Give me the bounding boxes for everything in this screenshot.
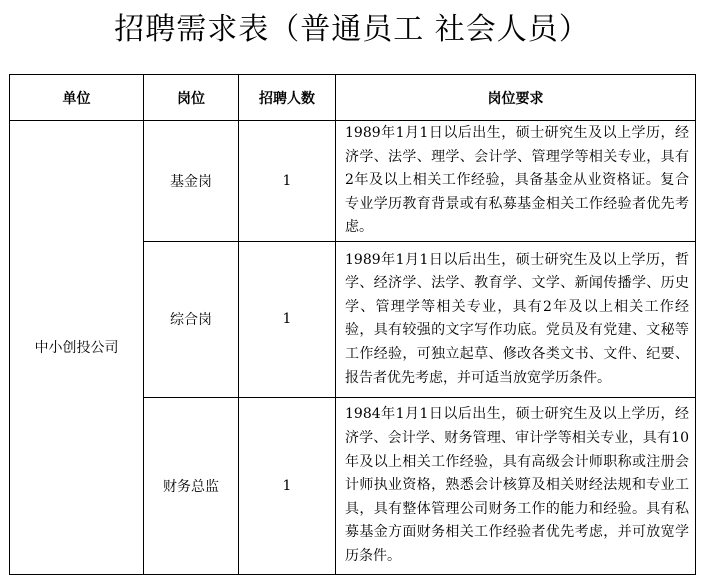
count-cell: 1 xyxy=(239,121,336,242)
table-header-row xyxy=(10,75,696,121)
requirements-cell: 1989年1月1日以后出生，硕士研究生及以上学历，哲学、经济学、法学、教育学、文学、新闻传播学、历史学、管理学等相关专业，具有2年及以上相关工作经验，具有较强的文字写作功底。党员及有党建、文秘等工作经验，可独立起草、修改各类文书、文件、纪要、报告者优先考虑，并可适当放宽学历条件。 xyxy=(336,241,696,397)
position-cell: 财务总监 xyxy=(144,397,239,574)
unit-cell: 中小创投公司 xyxy=(10,121,144,575)
count-cell: 1 xyxy=(239,241,336,397)
page-title: 招聘需求表（普通员工 社会人员） xyxy=(114,12,590,47)
header-requirements: 岗位要求 xyxy=(336,75,696,121)
position-cell: 综合岗 xyxy=(144,241,239,397)
header-count: 招聘人数 xyxy=(239,75,336,121)
table-row xyxy=(10,121,696,242)
position-cell: 基金岗 xyxy=(144,121,239,242)
header-unit: 单位 xyxy=(10,75,144,121)
requirements-cell: 1989年1月1日以后出生，硕士研究生及以上学历，经济学、法学、理学、会计学、管理学等相关专业，具有2年及以上相关工作经验，具备基金从业资格证。复合专业学历教育背景或有私募基金相关工作经验者优先考虑。 xyxy=(336,121,696,242)
count-cell: 1 xyxy=(239,397,336,574)
requirements-cell: 1984年1月1日以后出生，硕士研究生及以上学历，经济学、会计学、财务管理、审计学等相关专业，具有10年及以上相关工作经验，具有高级会计师职称或注册会计师执业资格，熟悉会计核算及相关财经法规和专业工具，具有整体管理公司财务工作的能力和经验。具有私募基金方面财务相关工作经验者优先考虑，并可放宽学历条件。 xyxy=(336,397,696,574)
recruitment-table xyxy=(9,74,696,575)
header-position: 岗位 xyxy=(144,75,239,121)
